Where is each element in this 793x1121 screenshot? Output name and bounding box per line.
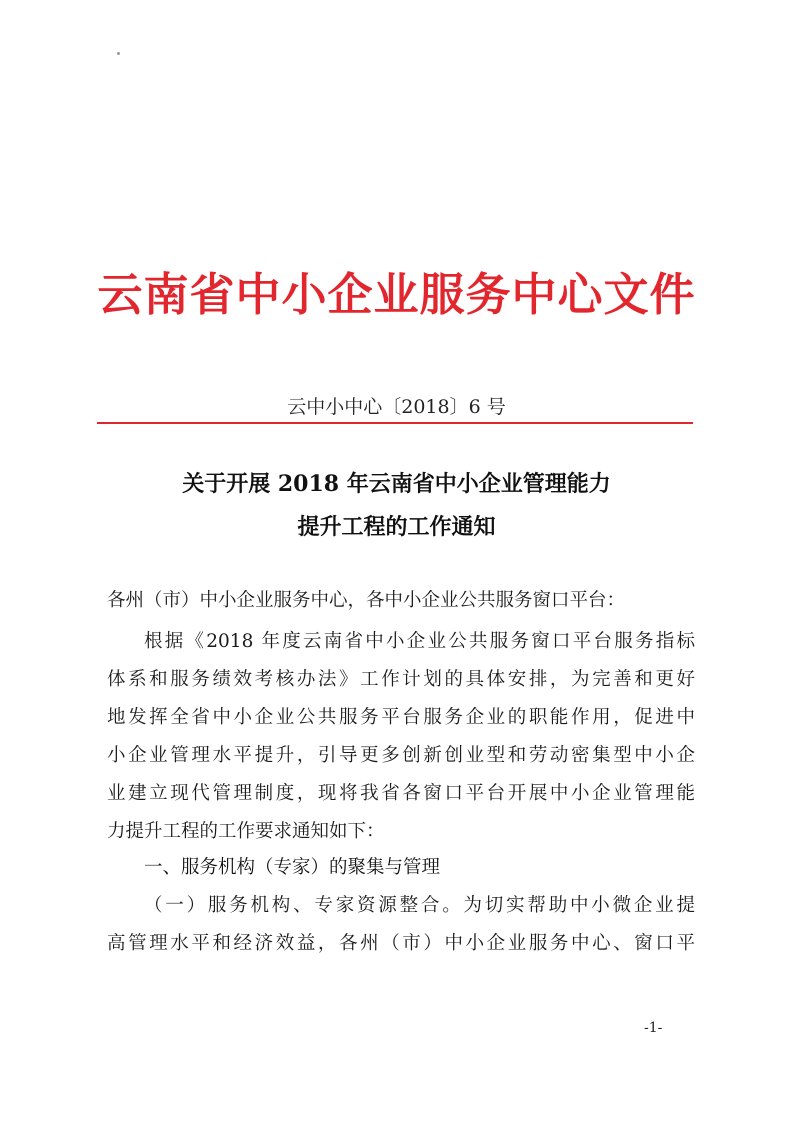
paragraph-1-line: 地发挥全省中小企业公共服务平台服务企业的职能作用，促进中 [107, 707, 695, 728]
paragraph-2-line: 高管理水平和经济效益，各州（市）中小企业服务中心、窗口平 [107, 933, 695, 954]
document-number: 云中小中心〔2018〕6 号 [287, 396, 506, 418]
notice-title-line-2: 提升工程的工作通知 [297, 514, 496, 540]
paragraph-1-line: 业建立现代管理制度，现将我省各窗口平台开展中小企业管理能 [107, 783, 695, 804]
red-divider-rule [97, 422, 693, 424]
addressee-line [107, 582, 695, 620]
paragraph-1 [107, 623, 695, 851]
notice-title-line-1: 关于开展 2018 年云南省中小企业管理能力 [182, 471, 611, 497]
paragraph-1-line: 力提升工程的工作要求通知如下： [107, 821, 385, 842]
paragraph-1-line: 根据《2018 年度云南省中小企业公共服务窗口平台服务指标 [144, 631, 695, 652]
section-1-heading: 一、服务机构（专家）的聚集与管理 [144, 857, 441, 878]
paragraph-2 [107, 887, 695, 963]
paragraph-2-line: （一）服务机构、专家资源整合。为切实帮助中小微企业提 [144, 895, 695, 916]
page-number: -1- [644, 1020, 663, 1036]
document-header-title: 云南省中小企业服务中心文件 [97, 268, 696, 321]
addressee-text: 各州（市）中小企业服务中心，各中小企业公共服务窗口平台： [107, 590, 626, 611]
paragraph-1-line: 小企业管理水平提升，引导更多创新创业型和劳动密集型中小企 [107, 745, 695, 766]
paragraph-1-line: 体系和服务绩效考核办法》工作计划的具体安排，为完善和更好 [107, 669, 695, 690]
scan-speck [117, 52, 120, 55]
